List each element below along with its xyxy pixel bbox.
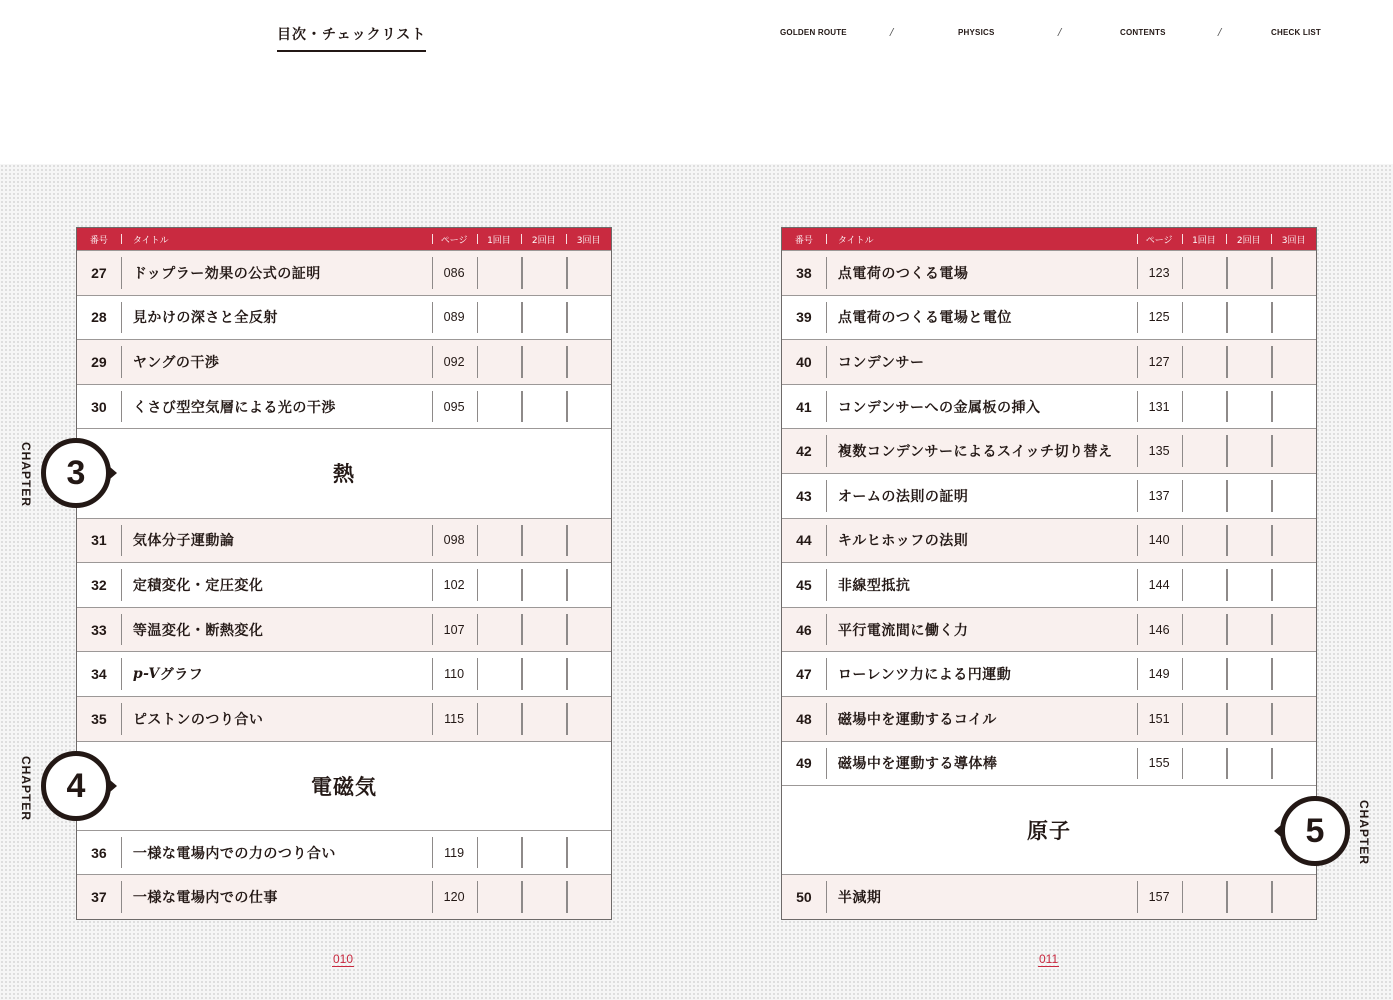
row-title: 一様な電場内での力のつり合い bbox=[121, 831, 432, 875]
page-header bbox=[0, 0, 1393, 164]
row-title: オームの法則の証明 bbox=[826, 474, 1137, 518]
breadcrumb bbox=[780, 28, 1320, 40]
table-row bbox=[77, 339, 611, 384]
header-title: タイトル bbox=[121, 228, 432, 250]
check-box-1[interactable] bbox=[477, 652, 522, 696]
row-number: 36 bbox=[91, 844, 107, 861]
header-page: ページ bbox=[1137, 228, 1182, 250]
table-row bbox=[782, 295, 1316, 340]
check-box-1[interactable] bbox=[1182, 429, 1227, 473]
table-row bbox=[77, 250, 611, 295]
check-box-1[interactable] bbox=[477, 519, 522, 563]
row-title: 複数コンデンサーによるスイッチ切り替え bbox=[826, 429, 1137, 473]
row-number: 48 bbox=[796, 710, 812, 727]
row-title: 磁場中を運動する導体棒 bbox=[826, 742, 1137, 786]
row-page: 155 bbox=[1137, 742, 1182, 786]
check-box-2[interactable] bbox=[1226, 385, 1271, 429]
check-box-1[interactable] bbox=[477, 296, 522, 340]
chapter-label: CHAPTER bbox=[1357, 800, 1371, 866]
check-box-2[interactable] bbox=[1226, 608, 1271, 652]
check-box-2[interactable] bbox=[1226, 875, 1271, 919]
row-page: 127 bbox=[1137, 340, 1182, 384]
check-box-2[interactable] bbox=[521, 340, 566, 384]
row-number: 37 bbox=[91, 889, 107, 906]
table-row bbox=[77, 696, 611, 741]
check-box-2[interactable] bbox=[521, 697, 566, 741]
row-number: 38 bbox=[796, 264, 812, 281]
check-box-2[interactable] bbox=[521, 251, 566, 295]
table-row bbox=[77, 874, 611, 919]
table-row bbox=[782, 339, 1316, 384]
row-number: 35 bbox=[91, 710, 107, 727]
row-title: 点電荷のつくる電場 bbox=[826, 251, 1137, 295]
check-box-3[interactable] bbox=[566, 296, 611, 340]
arrow-left-icon bbox=[1274, 825, 1281, 837]
row-number: 47 bbox=[796, 666, 812, 683]
row-page: 115 bbox=[432, 697, 477, 741]
row-title: ドップラー効果の公式の証明 bbox=[121, 251, 432, 295]
check-box-3[interactable] bbox=[1271, 429, 1316, 473]
check-box-1[interactable] bbox=[477, 875, 522, 919]
chapter-number: 4 bbox=[66, 766, 86, 805]
row-title bbox=[121, 652, 432, 696]
row-title: コンデンサーへの金属板の挿入 bbox=[826, 385, 1137, 429]
check-box-1[interactable] bbox=[1182, 519, 1227, 563]
chapter-label: CHAPTER bbox=[19, 442, 33, 508]
row-number: 43 bbox=[796, 487, 812, 504]
check-box-3[interactable] bbox=[566, 519, 611, 563]
check-box-3[interactable] bbox=[1271, 608, 1316, 652]
table-row bbox=[782, 651, 1316, 696]
breadcrumb-check-list[interactable]: CHECK LIST bbox=[1271, 28, 1321, 37]
check-box-2[interactable] bbox=[1226, 697, 1271, 741]
row-title: ピストンのつり合い bbox=[121, 697, 432, 741]
row-page: 095 bbox=[432, 385, 477, 429]
chapter-number: 5 bbox=[1305, 811, 1325, 850]
page-number-right[interactable]: 011 bbox=[1039, 952, 1059, 966]
row-number: 44 bbox=[796, 532, 812, 549]
check-box-2[interactable] bbox=[521, 385, 566, 429]
row-page: 089 bbox=[432, 296, 477, 340]
check-box-1[interactable] bbox=[477, 385, 522, 429]
check-box-2[interactable] bbox=[521, 519, 566, 563]
check-box-2[interactable] bbox=[521, 563, 566, 607]
table-row bbox=[782, 741, 1316, 786]
table-row bbox=[782, 384, 1316, 429]
check-box-3[interactable] bbox=[566, 875, 611, 919]
breadcrumb-separator: / bbox=[890, 27, 894, 38]
arrow-right-icon bbox=[110, 467, 117, 479]
page-title: 目次・チェックリスト bbox=[277, 24, 426, 52]
check-box-1[interactable] bbox=[477, 563, 522, 607]
row-title: 非線型抵抗 bbox=[826, 563, 1137, 607]
breadcrumb-contents[interactable]: CONTENTS bbox=[1120, 28, 1166, 37]
row-page: 092 bbox=[432, 340, 477, 384]
row-page: 098 bbox=[432, 519, 477, 563]
row-title: 磁場中を運動するコイル bbox=[826, 697, 1137, 741]
row-number: 40 bbox=[796, 353, 812, 370]
check-box-3[interactable] bbox=[1271, 742, 1316, 786]
chapter-5-badge bbox=[1280, 796, 1350, 866]
row-page: 144 bbox=[1137, 563, 1182, 607]
check-box-2[interactable] bbox=[521, 831, 566, 875]
check-box-2[interactable] bbox=[1226, 474, 1271, 518]
row-number: 49 bbox=[796, 755, 812, 772]
row-number: 41 bbox=[796, 398, 812, 415]
row-number: 27 bbox=[91, 264, 107, 281]
table-row bbox=[782, 473, 1316, 518]
chapter-4-badge bbox=[41, 751, 111, 821]
check-box-3[interactable] bbox=[1271, 519, 1316, 563]
check-box-1[interactable] bbox=[1182, 697, 1227, 741]
row-title: ヤングの干渉 bbox=[121, 340, 432, 384]
row-page: 149 bbox=[1137, 652, 1182, 696]
table-row bbox=[77, 562, 611, 607]
breadcrumb-golden-route[interactable]: GOLDEN ROUTE bbox=[780, 28, 847, 37]
check-box-3[interactable] bbox=[566, 608, 611, 652]
check-box-3[interactable] bbox=[566, 652, 611, 696]
table-row bbox=[77, 830, 611, 875]
table-header bbox=[782, 228, 1316, 250]
check-box-1[interactable] bbox=[1182, 340, 1227, 384]
row-title: 点電荷のつくる電場と電位 bbox=[826, 296, 1137, 340]
row-number: 45 bbox=[796, 576, 812, 593]
chapter-3-heading bbox=[77, 428, 611, 517]
table-row bbox=[782, 428, 1316, 473]
row-number: 39 bbox=[796, 309, 812, 326]
table-row bbox=[782, 696, 1316, 741]
header-check2: 2回目 bbox=[521, 228, 566, 250]
check-box-3[interactable] bbox=[1271, 385, 1316, 429]
chapter-3-badge bbox=[41, 438, 111, 508]
check-box-1[interactable] bbox=[477, 340, 522, 384]
header-check3: 3回目 bbox=[566, 228, 611, 250]
check-box-1[interactable] bbox=[1182, 385, 1227, 429]
row-number: 33 bbox=[91, 621, 107, 638]
check-box-2[interactable] bbox=[521, 296, 566, 340]
header-number: 番号 bbox=[89, 235, 108, 246]
header-check2: 2回目 bbox=[1226, 228, 1271, 250]
check-box-2[interactable] bbox=[1226, 742, 1271, 786]
row-title: 定積変化・定圧変化 bbox=[121, 563, 432, 607]
table-row bbox=[782, 607, 1316, 652]
row-number: 32 bbox=[91, 576, 107, 593]
check-box-1[interactable] bbox=[1182, 875, 1227, 919]
chapter-4-heading bbox=[77, 741, 611, 830]
breadcrumb-separator: / bbox=[1058, 27, 1062, 38]
row-title: 気体分子運動論 bbox=[121, 519, 432, 563]
check-box-1[interactable] bbox=[1182, 563, 1227, 607]
check-box-3[interactable] bbox=[566, 251, 611, 295]
check-box-1[interactable] bbox=[477, 608, 522, 652]
check-box-2[interactable] bbox=[1226, 429, 1271, 473]
row-page: 086 bbox=[432, 251, 477, 295]
check-box-2[interactable] bbox=[1226, 563, 1271, 607]
chapter-number: 3 bbox=[66, 453, 86, 492]
check-box-1[interactable] bbox=[1182, 296, 1227, 340]
chapter-name: 熱 bbox=[333, 462, 355, 487]
check-box-3[interactable] bbox=[1271, 697, 1316, 741]
header-check1: 1回目 bbox=[1182, 228, 1227, 250]
row-title: 見かけの深さと全反射 bbox=[121, 296, 432, 340]
row-number: 34 bbox=[91, 666, 107, 683]
check-box-3[interactable] bbox=[566, 697, 611, 741]
check-box-3[interactable] bbox=[1271, 296, 1316, 340]
row-title: 半減期 bbox=[826, 875, 1137, 919]
check-box-2[interactable] bbox=[1226, 251, 1271, 295]
check-box-3[interactable] bbox=[566, 385, 611, 429]
row-title-text: グラフ bbox=[159, 667, 204, 684]
check-box-1[interactable] bbox=[477, 251, 522, 295]
check-box-3[interactable] bbox=[566, 340, 611, 384]
header-check3: 3回目 bbox=[1271, 228, 1316, 250]
row-page: 131 bbox=[1137, 385, 1182, 429]
checklist-table-left bbox=[76, 227, 612, 920]
check-box-2[interactable] bbox=[1226, 296, 1271, 340]
row-number: 30 bbox=[91, 398, 107, 415]
chapter-label: CHAPTER bbox=[19, 756, 33, 822]
table-row bbox=[782, 518, 1316, 563]
check-box-3[interactable] bbox=[1271, 875, 1316, 919]
row-title: 一様な電場内での仕事 bbox=[121, 875, 432, 919]
row-number: 28 bbox=[91, 309, 107, 326]
breadcrumb-physics[interactable]: PHYSICS bbox=[958, 28, 995, 37]
header-number: 番号 bbox=[794, 235, 813, 246]
check-box-3[interactable] bbox=[1271, 652, 1316, 696]
check-box-3[interactable] bbox=[566, 563, 611, 607]
check-box-1[interactable] bbox=[477, 697, 522, 741]
row-title: キルヒホッフの法則 bbox=[826, 519, 1137, 563]
row-number: 46 bbox=[796, 621, 812, 638]
row-number: 50 bbox=[796, 889, 812, 906]
check-box-1[interactable] bbox=[1182, 742, 1227, 786]
check-box-2[interactable] bbox=[521, 652, 566, 696]
row-page: 119 bbox=[432, 831, 477, 875]
check-box-2[interactable] bbox=[521, 875, 566, 919]
check-box-3[interactable] bbox=[566, 831, 611, 875]
check-box-2[interactable] bbox=[1226, 652, 1271, 696]
row-title: コンデンサー bbox=[826, 340, 1137, 384]
table-row bbox=[782, 250, 1316, 295]
row-page: 107 bbox=[432, 608, 477, 652]
row-page: 140 bbox=[1137, 519, 1182, 563]
check-box-3[interactable] bbox=[1271, 474, 1316, 518]
check-box-3[interactable] bbox=[1271, 251, 1316, 295]
table-row bbox=[77, 384, 611, 429]
row-page: 157 bbox=[1137, 875, 1182, 919]
check-box-1[interactable] bbox=[477, 831, 522, 875]
table-header bbox=[77, 228, 611, 250]
check-box-3[interactable] bbox=[1271, 563, 1316, 607]
header-page: ページ bbox=[432, 228, 477, 250]
check-box-3[interactable] bbox=[1271, 340, 1316, 384]
checklist-table-right bbox=[781, 227, 1317, 920]
row-title: ローレンツ力による円運動 bbox=[826, 652, 1137, 696]
check-box-1[interactable] bbox=[1182, 474, 1227, 518]
row-page: 135 bbox=[1137, 429, 1182, 473]
chapter-5-heading bbox=[782, 785, 1316, 874]
row-page: 123 bbox=[1137, 251, 1182, 295]
row-number: 31 bbox=[91, 532, 107, 549]
check-box-2[interactable] bbox=[1226, 340, 1271, 384]
row-page: 151 bbox=[1137, 697, 1182, 741]
table-row bbox=[77, 607, 611, 652]
table-row bbox=[77, 518, 611, 563]
row-number: 29 bbox=[91, 353, 107, 370]
check-box-2[interactable] bbox=[1226, 519, 1271, 563]
header-check1: 1回目 bbox=[477, 228, 522, 250]
row-page: 137 bbox=[1137, 474, 1182, 518]
header-title: タイトル bbox=[826, 228, 1137, 250]
check-box-1[interactable] bbox=[1182, 652, 1227, 696]
table-row bbox=[77, 295, 611, 340]
table-row bbox=[782, 562, 1316, 607]
row-title-variable: p-V bbox=[132, 666, 160, 683]
breadcrumb-separator: / bbox=[1218, 27, 1222, 38]
table-row bbox=[77, 651, 611, 696]
row-page: 102 bbox=[432, 563, 477, 607]
check-box-1[interactable] bbox=[1182, 608, 1227, 652]
arrow-right-icon bbox=[110, 780, 117, 792]
row-title: くさび型空気層による光の干渉 bbox=[121, 385, 432, 429]
page-number-left[interactable]: 010 bbox=[333, 952, 354, 966]
row-page: 120 bbox=[432, 875, 477, 919]
check-box-1[interactable] bbox=[1182, 251, 1227, 295]
row-title: 平行電流間に働く力 bbox=[826, 608, 1137, 652]
row-title: 等温変化・断熱変化 bbox=[121, 608, 432, 652]
row-page: 110 bbox=[432, 652, 477, 696]
row-page: 125 bbox=[1137, 296, 1182, 340]
check-box-2[interactable] bbox=[521, 608, 566, 652]
chapter-name: 電磁気 bbox=[311, 774, 377, 799]
table-row bbox=[782, 874, 1316, 919]
row-number: 42 bbox=[796, 443, 812, 460]
chapter-name: 原子 bbox=[1027, 819, 1071, 844]
row-page: 146 bbox=[1137, 608, 1182, 652]
